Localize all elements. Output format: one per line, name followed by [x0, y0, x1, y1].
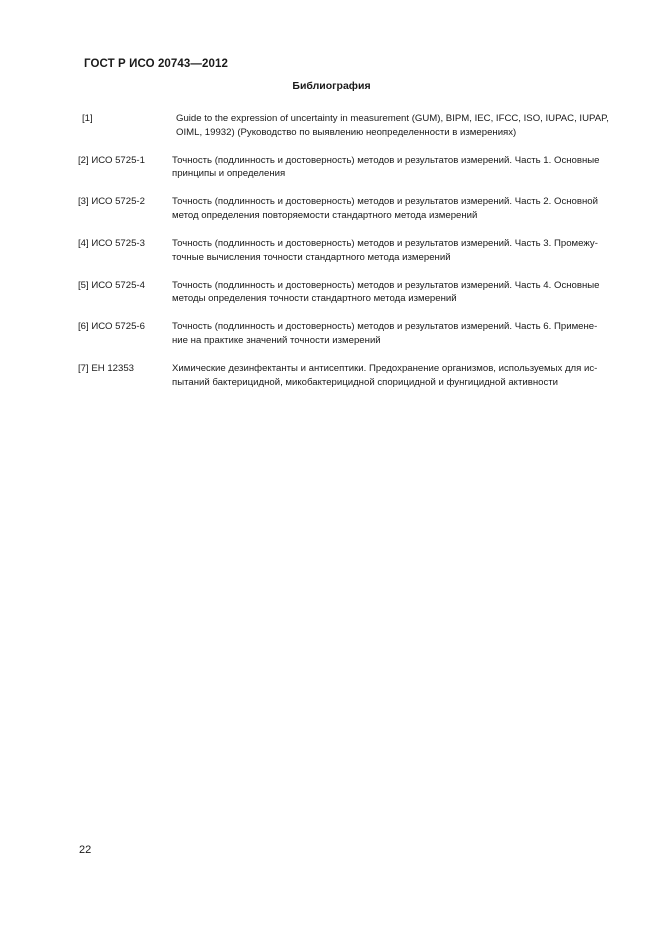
bibliography-entry-label: [5] ИСО 5725-4 — [78, 279, 145, 291]
bibliography-entry-line: пытаний бактерицидной, микобактерицидной спорицидной и фунгицидной активности — [172, 376, 559, 388]
bibliography-entry-line: точные вычисления точности стандартного метода измерений — [172, 251, 451, 263]
bibliography-entry-line: методы определения точности стандартного метода измерений — [172, 293, 457, 305]
bibliography-entry — [78, 112, 620, 139]
bibliography-entry-line: принципы и определения — [172, 168, 286, 180]
bibliography-entry-line: метод определения повторяемости стандартного метода измерений — [172, 209, 478, 221]
bibliography-entry — [78, 154, 620, 181]
bibliography-entry — [78, 237, 620, 264]
page-number: 22 — [79, 844, 92, 856]
bibliography-entry-label: [1] — [82, 113, 93, 124]
bibliography-entry-label: [2] ИСО 5725-1 — [78, 154, 145, 166]
bibliography-entry-text — [176, 112, 620, 139]
bibliography-entry-label: [3] ИСО 5725-2 — [78, 196, 145, 208]
bibliography-entry-text — [172, 154, 620, 181]
document-header-standard-number: ГОСТ Р ИСО 20743—2012 — [84, 58, 229, 70]
bibliography-entry-line: ние на практике значений точности измерений — [172, 335, 381, 347]
bibliography-list — [78, 112, 620, 404]
page-title-bibliography: Библиография — [292, 80, 371, 92]
bibliography-entry-line: Точность (подлинность и достоверность) методов и результатов измерений. Часть 4. Основные — [172, 279, 600, 291]
bibliography-entry-text — [172, 320, 620, 347]
bibliography-entry-text — [172, 279, 620, 306]
bibliography-entry — [78, 362, 620, 389]
bibliography-entry-line: Точность (подлинность и достоверность) методов и результатов измерений. Часть 2. Основной — [172, 196, 598, 208]
bibliography-entry — [78, 320, 620, 347]
bibliography-entry-line: Точность (подлинность и достоверность) методов и результатов измерений. Часть 6. Примене- — [172, 321, 598, 333]
bibliography-entry-text — [172, 195, 620, 222]
bibliography-entry-text — [172, 362, 620, 389]
bibliography-entry-label: [7] ЕН 12353 — [78, 363, 135, 375]
bibliography-entry-line: Точность (подлинность и достоверность) методов и результатов измерений. Часть 3. Промежу- — [172, 238, 598, 250]
bibliography-entry-line: Точность (подлинность и достоверность) методов и результатов измерений. Часть 1. Основные — [172, 154, 600, 166]
bibliography-entry-label: [4] ИСО 5725-3 — [78, 238, 145, 250]
bibliography-entry — [78, 195, 620, 222]
bibliography-entry — [78, 279, 620, 306]
bibliography-entry-text — [172, 237, 620, 264]
bibliography-entry-label: [6] ИСО 5725-6 — [78, 321, 145, 333]
bibliography-entry-line: Guide to the expression of uncertainty in measurement (GUM), BIPM, IEC, IFCC, ISO, IUPAC, IUPAP, — [176, 113, 609, 124]
bibliography-entry-line: Химические дезинфектанты и антисептики. Предохранение организмов, используемых для ис- — [172, 363, 598, 375]
bibliography-entry-line: OIML, 19932) (Руководство по выявлению неопределенности в измерениях) — [176, 126, 517, 138]
